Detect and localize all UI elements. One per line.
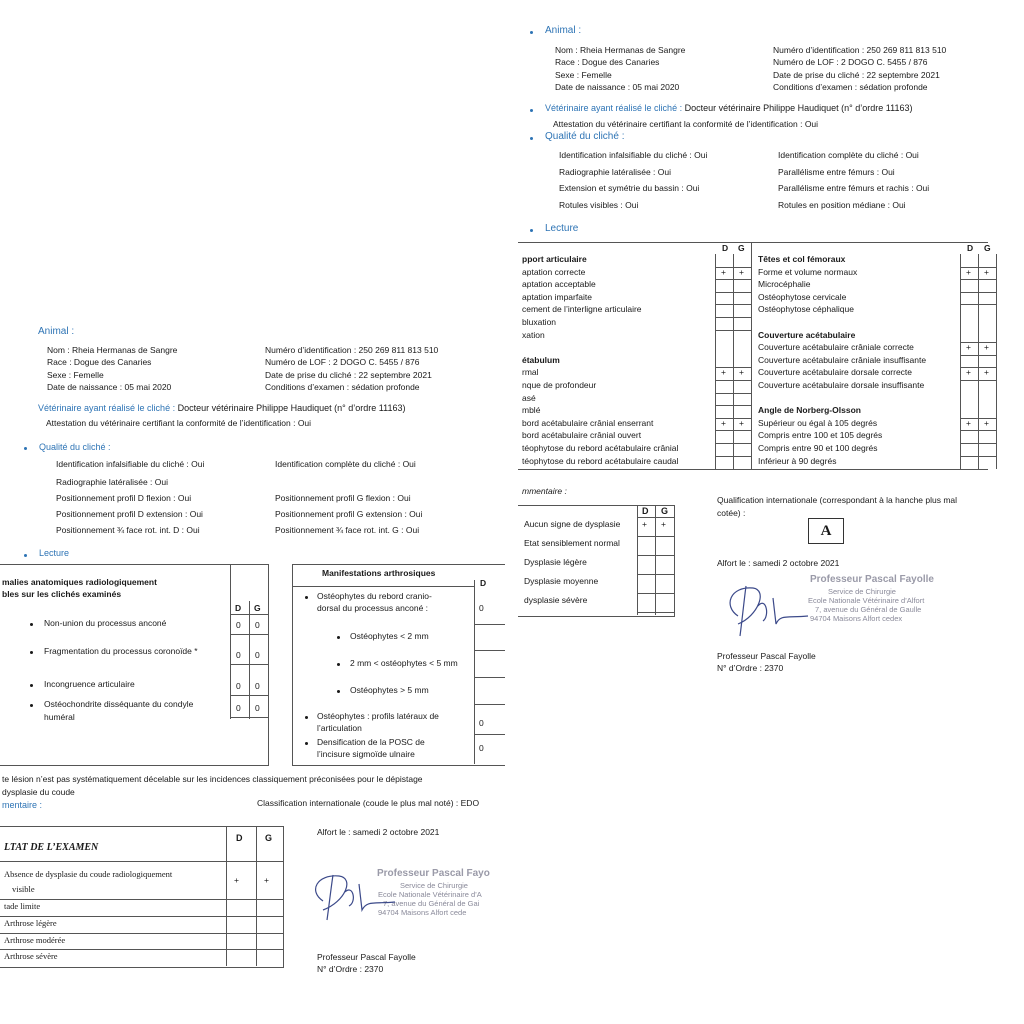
elbow-result-row: Arthrose légère bbox=[4, 918, 57, 928]
anomaly-row-cont: huméral bbox=[44, 712, 75, 722]
q-left-3: Extension et symétrie du bassin : Oui bbox=[559, 183, 700, 193]
anomalies-title-2: bles sur les clichés examinés bbox=[2, 589, 122, 599]
grid-line bbox=[637, 555, 674, 556]
grid-line bbox=[230, 634, 268, 635]
animal-ident: Numéro d’identification : 250 269 811 813 510 bbox=[773, 45, 947, 55]
result-row: Dysplasie moyenne bbox=[524, 576, 599, 586]
q-left-1: Identification infalsifiable du cliché : Oui bbox=[559, 150, 708, 160]
anomaly-row: Ostéochondrite disséquante du condyle bbox=[44, 699, 194, 709]
lecture-left-row: téophytose du rebord acétabulaire caudal bbox=[522, 455, 679, 466]
commentaire-label: mmentaire : bbox=[522, 486, 567, 496]
prof-ordre: N° d’Ordre : 2370 bbox=[717, 663, 784, 673]
grid-line bbox=[715, 380, 751, 381]
qualite-header: Qualité du cliché : bbox=[39, 442, 111, 452]
signature bbox=[303, 866, 413, 926]
animal-race: Race : Dogue des Canaries bbox=[47, 357, 152, 367]
lecture-left-row: téophytose du rebord acétabulaire crânial bbox=[522, 443, 679, 453]
anom-g-header: G bbox=[254, 603, 261, 613]
grid-line bbox=[715, 443, 751, 444]
q-right-1: Identification complète du cliché : Oui bbox=[275, 459, 416, 469]
grid-line bbox=[637, 593, 674, 594]
cell-d: + bbox=[721, 367, 726, 378]
lecture-left-row: aptation correcte bbox=[522, 266, 586, 277]
cell-g: + bbox=[984, 417, 989, 428]
cell-d: + bbox=[966, 342, 971, 353]
elbow-cell-g: + bbox=[264, 875, 269, 885]
col-g-header: G bbox=[738, 243, 745, 253]
anom-cell-g: 0 bbox=[255, 681, 260, 691]
qualite-header: Qualité du cliché : bbox=[545, 131, 625, 142]
footnote: te lésion n’est pas systématiquement décelable sur les incidences classiquement préconisées pour le dépistage bbox=[2, 774, 423, 784]
animal-lof: Numéro de LOF : 2 DOGO C. 5455 / 876 bbox=[265, 357, 420, 367]
elbow-result-row-cont: visible bbox=[12, 884, 35, 894]
q-left-4: Positionnement profil D extension : Oui bbox=[56, 509, 203, 519]
q-right-3: Positionnement profil G flexion : Oui bbox=[275, 493, 411, 503]
col-d-header: D bbox=[722, 243, 729, 253]
grid-line bbox=[715, 393, 751, 394]
result-row: Etat sensiblement normal bbox=[524, 538, 620, 548]
result-d-header: D bbox=[642, 506, 649, 516]
commentaire-label: mentaire : bbox=[2, 800, 43, 810]
col-d-header-2: D bbox=[967, 243, 974, 253]
lecture-left-row: pport articulaire bbox=[522, 254, 587, 264]
q-left-2: Radiographie latéralisée : Oui bbox=[56, 477, 168, 487]
lecture-left-row: rmal bbox=[522, 367, 539, 378]
manif-sub-2: 2 mm < ostéophytes < 5 mm bbox=[350, 658, 458, 668]
anomalies-title: malies anatomiques radiologiquement bbox=[2, 577, 157, 587]
lecture-right-row: Ostéophytose cervicale bbox=[758, 291, 847, 302]
grid-line bbox=[0, 899, 283, 900]
grid-line bbox=[960, 355, 996, 356]
anom-cell-g: 0 bbox=[255, 620, 260, 630]
animal-naissance: Date de naissance : 05 mai 2020 bbox=[555, 82, 680, 92]
lecture-left-row: cement de l’interligne articulaire bbox=[522, 304, 642, 315]
grid-line bbox=[230, 614, 268, 615]
attestation: Attestation du vétérinaire certifiant la conformité de l’identification : Oui bbox=[553, 119, 819, 129]
grid-line bbox=[960, 443, 996, 444]
cell-d: + bbox=[966, 266, 971, 277]
grid-line bbox=[960, 279, 996, 280]
manif-lateral-osteophytes-2: l’articulation bbox=[317, 723, 362, 733]
anom-cell-g: 0 bbox=[255, 703, 260, 713]
lecture-right-row: Supérieur ou égal à 105 degrés bbox=[758, 417, 878, 428]
lecture-header: Lecture bbox=[545, 223, 579, 234]
result-row: dysplasie sévère bbox=[524, 595, 588, 605]
manif-val-2: 0 bbox=[479, 718, 484, 728]
elbow-report-page: Animal : Nom : Rheia Hermanas de Sangre Race : Dogue des Canaries Sexe : Femelle Date de naissance : 05 mai 2020 Numéro d’identification : 250 269 811 813 510 Numéro de LOF : 2 DOGO C. 5455 / 876 Date de prise du cliché : 22 septembre 2021 Conditions d’examen : sédation profonde Vétérinaire ayant réalisé le cliché : Docteur vétérinaire Philippe Haudiquet (n° d’ordre 11163) Attestation du vétérinaire certifiant la conformité de l’identification : Oui Qualité du cliché : Identification infalsifiable du cliché : Oui Radiographie latéralisée : Oui Positionnement profil D flexion : Oui Positionnement profil D extension : Oui Positionnement ¾ face rot. int. D : Oui Identification complète du cliché : Oui Positionnement profil G flexion : Oui Positionnement profil G extension : Oui Positionnement ¾ face rot. int. G : Oui Lecture malies anatomiques radiologiquement bles sur les clichés examinés D G Non-union du processus anconé 0 0 Fragmentation du processus coronoïde * 0 0 Incongruence articulaire 0 0 Ostéochondrite disséquante du condyle 0 0 huméral Manifestations arthrosiques D Ostéophytes du rebord cranio- dorsal du processus anconé : 0 Ostéophytes < 2 mm 2 mm < ostéophytes < 5 mm Ostéophytes > 5 mm Ostéophytes : profils latéraux de l’articulation 0 Densification de la POSC de l’incisure sigmoïde ulnaire 0 te lésion n’est pas systématiquement décelable sur les incidences classiquement préconisées pour le dépistage dysplasie du coude mentaire : Classification internationale (coude le plus mal noté) : EDO LTAT DE L’EXAMEN D G Absence de dysplasie du coude radiologiquement + + tade limite Arthrose légère Arthrose modérée Arthrose sévère visible Alfort le : samedi 2 octobre 2021 Professeur Pascal Fayo Service de Chirurgie Ecole Nationale Vétérinaire d’A 7, avenue du Général de Gai 94704 Maisons Alfort cede Professeur Pascal Fayolle N° d’Ordre : 2370 bbox=[0, 318, 505, 1008]
grid-line bbox=[715, 430, 751, 431]
lecture-left-row: asé bbox=[522, 392, 536, 403]
conditions-examen: Conditions d’examen : sédation profonde bbox=[265, 382, 420, 392]
lecture-left-row: mblé bbox=[522, 405, 541, 416]
lecture-left-row: aptation acceptable bbox=[522, 279, 596, 290]
lecture-right-row: Couverture acétabulaire dorsale correcte bbox=[758, 367, 913, 378]
lecture-right-row: Inférieur à 90 degrés bbox=[758, 455, 837, 466]
lecture-right-row: Ostéophytose céphalique bbox=[758, 304, 854, 315]
animal-nom: Nom : Rheia Hermanas de Sangre bbox=[555, 45, 686, 55]
grid-line bbox=[637, 574, 674, 575]
date-cliche: Date de prise du cliché : 22 septembre 2021 bbox=[265, 370, 432, 380]
lecture-left-row: nque de profondeur bbox=[522, 380, 597, 390]
grid-line bbox=[960, 456, 996, 457]
grid-line bbox=[0, 949, 283, 950]
q-left-4: Rotules visibles : Oui bbox=[559, 200, 639, 210]
grid-line bbox=[715, 456, 751, 457]
bullet bbox=[30, 684, 33, 687]
hip-report-page: Animal : Nom : Rheia Hermanas de Sangre Race : Dogue des Canaries Sexe : Femelle Date de naissance : 05 mai 2020 Numéro d’identification : 250 269 811 813 510 Numéro de LOF : 2 DOGO C. 5455 / 876 Date de prise du cliché : 22 septembre 2021 Conditions d’examen : sédation profonde Vétérinaire ayant réalisé le cliché : Docteur vétérinaire Philippe Haudiquet (n° d’ordre 11163) Attestation du vétérinaire certifiant la conformité de l’identification : Oui Qualité du cliché : Identification infalsifiable du cliché : Oui Radiographie latéralisée : Oui Extension et symétrie du bassin : Oui Rotules visibles : Oui Identification complète du cliché : Oui Parallélisme entre fémurs : Oui Parallélisme entre fémurs et rachis : Oui Rotules en position médiane : Oui Lecture D G D G pport articulaire aptation correcte + + aptation acceptable aptation imparfaite cement de l’interligne articulaire bluxation xation étabulum rmal + + nque de profondeur asé mblé bord acétabulaire crânial enserrant + + bord acétabulaire crânial ouvert téophytose du rebord acétabulaire crânial téophytose du rebord acétabulaire caudal Têtes et col fémoraux Forme et volume normaux + + Microcéphalie Ostéophytose cervicale Ostéophytose céphalique Couverture acétabulaire Couverture acétabulaire crâniale correcte + + Couverture acétabulaire crâniale insuffisante Couverture acétabulaire dorsale correcte + + Couverture acétabulaire dorsale insuffisante Angle de Norberg-Olsson Supérieur ou égal à 105 degrés + + Compris entre 100 et 105 degrés Compris entre 90 et 100 degrés Inférieur à 90 degrés mmentaire : D G Aucun signe de dysplasie + + Etat sensiblement normal Dysplasie légère Dysplasie moyenne dysplasie sévère Qualification internationale (correspondant à la hanche plus mal cotée) : A Alfort le : samedi 2 octobre 2021 Professeur Pascal Fayolle Service de Chirurgie Ecole Nationale Vétérinaire d’Alfort 7, avenue du Général de Gaulle 94704 Maisons Alfort cedex Professeur Pascal Fayolle N° d’Ordre : 2370 bbox=[518, 14, 1006, 694]
lecture-right-row: Compris entre 100 et 105 degrés bbox=[758, 430, 883, 441]
alfort-date: Alfort le : samedi 2 octobre 2021 bbox=[717, 558, 840, 568]
lecture-right-row: Couverture acétabulaire crâniale insuffisante bbox=[758, 354, 927, 365]
lecture-left-row: bord acétabulaire crânial enserrant bbox=[522, 417, 654, 428]
animal-naissance: Date de naissance : 05 mai 2020 bbox=[47, 382, 172, 392]
animal-lof: Numéro de LOF : 2 DOGO C. 5455 / 876 bbox=[773, 57, 928, 67]
grid-line bbox=[637, 612, 674, 613]
result-cell-d: + bbox=[642, 519, 647, 529]
lecture-left-row: bord acétabulaire crânial ouvert bbox=[522, 430, 642, 441]
manif-anconal-osteophytes: Ostéophytes du rebord cranio- bbox=[317, 591, 432, 601]
manif-val-3: 0 bbox=[479, 743, 484, 753]
col-g-header-2: G bbox=[984, 243, 991, 253]
cell-d: + bbox=[721, 417, 726, 428]
elbow-result-row: Absence de dysplasie du coude radiologiquement bbox=[4, 869, 173, 879]
manif-posc: Densification de la POSC de bbox=[317, 737, 425, 747]
lecture-header: Lecture bbox=[39, 548, 70, 558]
lecture-left-row: bluxation bbox=[522, 317, 557, 327]
animal-nom: Nom : Rheia Hermanas de Sangre bbox=[47, 345, 178, 355]
grid-line bbox=[960, 292, 996, 293]
result-row: Aucun signe de dysplasie bbox=[524, 519, 621, 529]
q-right-3: Parallélisme entre fémurs et rachis : Oui bbox=[778, 183, 930, 193]
lecture-right-row: Têtes et col fémoraux bbox=[758, 254, 846, 264]
cell-g: + bbox=[739, 367, 744, 378]
manifestations-title: Manifestations arthrosiques bbox=[322, 568, 436, 578]
signature bbox=[718, 576, 828, 646]
cell-g: + bbox=[739, 266, 744, 277]
grid-line bbox=[960, 304, 996, 305]
cell-g: + bbox=[984, 367, 989, 378]
elbow-result-row: Arthrose sévère bbox=[4, 951, 58, 961]
anom-d-header: D bbox=[235, 603, 242, 613]
q-right-4: Rotules en position médiane : Oui bbox=[778, 200, 906, 210]
animal-header: Animal : bbox=[38, 326, 75, 337]
grid-line bbox=[0, 916, 283, 917]
q-left-3: Positionnement profil D flexion : Oui bbox=[56, 493, 192, 503]
cell-d: + bbox=[966, 367, 971, 378]
grid-line bbox=[715, 279, 751, 280]
grid-line bbox=[715, 330, 751, 331]
lecture-right-row: Microcéphalie bbox=[758, 279, 811, 290]
q-right-1: Identification complète du cliché : Oui bbox=[778, 150, 919, 160]
lecture-left-row: xation bbox=[522, 329, 545, 340]
anom-cell-d: 0 bbox=[236, 703, 241, 713]
elbow-result-row: Arthrose modérée bbox=[4, 935, 66, 945]
result-row: Dysplasie légère bbox=[524, 557, 587, 567]
lecture-left-row: étabulum bbox=[522, 354, 560, 365]
animal-sexe: Sexe : Femelle bbox=[555, 70, 612, 80]
anom-cell-g: 0 bbox=[255, 650, 260, 660]
anom-cell-d: 0 bbox=[236, 650, 241, 660]
manif-lateral-osteophytes: Ostéophytes : profils latéraux de bbox=[317, 711, 439, 721]
animal-header: Animal : bbox=[545, 25, 582, 36]
q-right-4: Positionnement profil G extension : Oui bbox=[275, 509, 423, 519]
anomaly-row: Non-union du processus anconé bbox=[44, 618, 167, 628]
q-left-5: Positionnement ¾ face rot. int. D : Oui bbox=[56, 525, 200, 535]
bullet bbox=[30, 623, 33, 626]
grid-line bbox=[0, 933, 283, 934]
lecture-left-row: aptation imparfaite bbox=[522, 291, 592, 302]
grid-line bbox=[230, 717, 268, 718]
prof-name: Professeur Pascal Fayolle bbox=[317, 952, 416, 962]
grid-line bbox=[960, 380, 996, 381]
lecture-right-row: Couverture acétabulaire bbox=[758, 329, 856, 340]
elbow-g-header: G bbox=[265, 833, 273, 843]
grid-line bbox=[230, 664, 268, 665]
qualif-label-2: cotée) : bbox=[717, 508, 746, 518]
lecture-right-row: Compris entre 90 et 100 degrés bbox=[758, 443, 878, 453]
anom-cell-d: 0 bbox=[236, 681, 241, 691]
anomaly-row: Incongruence articulaire bbox=[44, 679, 135, 689]
grid-line bbox=[715, 304, 751, 305]
qualif-label: Qualification internationale (correspondant à la hanche plus mal bbox=[717, 495, 958, 505]
lecture-right-row: Couverture acétabulaire dorsale insuffisante bbox=[758, 380, 925, 390]
anomaly-row: Fragmentation du processus coronoïde * bbox=[44, 646, 198, 656]
prof-name: Professeur Pascal Fayolle bbox=[717, 651, 816, 661]
cell-g: + bbox=[984, 266, 989, 277]
animal-race: Race : Dogue des Canaries bbox=[555, 57, 660, 67]
bullet bbox=[30, 651, 33, 654]
conditions-examen: Conditions d’examen : sédation profonde bbox=[773, 82, 928, 92]
grid-line bbox=[960, 430, 996, 431]
q-left-1: Identification infalsifiable du cliché : Oui bbox=[56, 459, 205, 469]
manif-posc-2: l’incisure sigmoïde ulnaire bbox=[317, 749, 415, 759]
elbow-result-title: LTAT DE L’EXAMEN bbox=[4, 842, 99, 853]
lecture-right-row: Angle de Norberg-Olsson bbox=[758, 405, 861, 416]
cell-g: + bbox=[984, 342, 989, 353]
manif-anconal-osteophytes-2: dorsal du processus anconé : bbox=[317, 603, 429, 613]
grid-line bbox=[230, 695, 268, 696]
vet-line: Vétérinaire ayant réalisé le cliché : Docteur vétérinaire Philippe Haudiquet (n° d’ordre 11163) bbox=[38, 403, 406, 413]
vet-line: Vétérinaire ayant réalisé le cliché : Docteur vétérinaire Philippe Haudiquet (n° d’ordre 11163) bbox=[545, 103, 913, 113]
result-g-header: G bbox=[661, 506, 669, 516]
q-right-5: Positionnement ¾ face rot. int. G : Oui bbox=[275, 525, 420, 535]
manif-val-1: 0 bbox=[479, 603, 484, 613]
q-left-2: Radiographie latéralisée : Oui bbox=[559, 167, 671, 177]
q-right-2: Parallélisme entre fémurs : Oui bbox=[778, 167, 895, 177]
grid-line bbox=[715, 405, 751, 406]
attestation: Attestation du vétérinaire certifiant la conformité de l’identification : Oui bbox=[46, 418, 312, 428]
cell-d: + bbox=[721, 266, 726, 277]
grade-box: A bbox=[808, 518, 844, 544]
cell-d: + bbox=[966, 417, 971, 428]
cell-g: + bbox=[739, 417, 744, 428]
date-cliche: Date de prise du cliché : 22 septembre 2021 bbox=[773, 70, 940, 80]
bullet bbox=[30, 704, 33, 707]
elbow-result-row: tade limite bbox=[4, 901, 41, 911]
grid-line bbox=[637, 536, 674, 537]
prof-ordre: N° d’Ordre : 2370 bbox=[317, 964, 384, 974]
animal-ident: Numéro d’identification : 250 269 811 813 510 bbox=[265, 345, 439, 355]
classification: Classification internationale (coude le plus mal noté) : EDO bbox=[257, 798, 480, 808]
lecture-right-row: Forme et volume normaux bbox=[758, 266, 858, 277]
result-cell-g: + bbox=[661, 519, 666, 529]
grid-line bbox=[715, 292, 751, 293]
grid-line bbox=[715, 317, 751, 318]
footnote-2: dysplasie du coude bbox=[2, 787, 75, 797]
anom-cell-d: 0 bbox=[236, 620, 241, 630]
elbow-cell-d: + bbox=[234, 875, 239, 885]
manif-sub-3: Ostéophytes > 5 mm bbox=[350, 685, 429, 695]
alfort-date: Alfort le : samedi 2 octobre 2021 bbox=[317, 827, 440, 837]
lecture-right-row: Couverture acétabulaire crâniale correcte bbox=[758, 342, 914, 353]
manif-sub-1: Ostéophytes < 2 mm bbox=[350, 631, 429, 641]
animal-sexe: Sexe : Femelle bbox=[47, 370, 104, 380]
manif-d-header: D bbox=[480, 578, 487, 588]
elbow-d-header: D bbox=[236, 833, 243, 843]
